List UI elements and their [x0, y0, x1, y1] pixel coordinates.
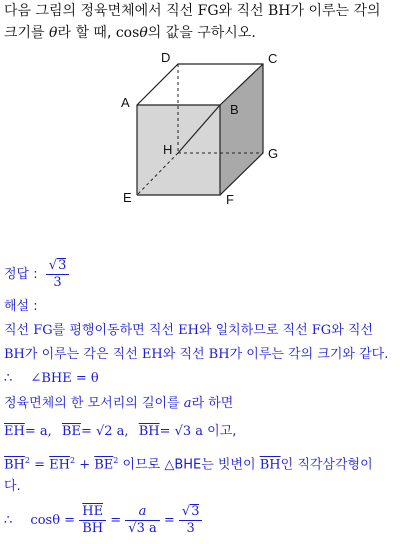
answer-fraction — [46, 258, 70, 291]
question-text-segment: 라 할 때, — [57, 25, 116, 41]
explanation-line-2: BH가 이루는 각은 직선 EH와 직선 BH가 이루는 각의 크기와 같다. — [4, 347, 389, 362]
explanation-line-1: 직선 FG를 평행이동하면 직선 EH와 일치하므로 직선 FG와 직선 — [4, 323, 373, 338]
vertex-label-d: D — [161, 50, 171, 65]
question-text-segment: 다음 그림의 정육면체에서 직선 — [4, 3, 198, 19]
vertex-label-g: G — [268, 146, 279, 161]
question-line-2 — [4, 22, 398, 44]
cube-figure — [110, 50, 290, 210]
therefore-symbol: ∴ — [4, 371, 13, 386]
explanation-label: 해설 : — [4, 299, 38, 314]
line-fg-label: FG — [197, 3, 219, 19]
question-text-segment: 크기를 — [4, 25, 50, 41]
length-eh-value: = a, — [24, 424, 52, 439]
text-segment: 이고, — [203, 424, 237, 439]
final-equation: ∴ cosθ = $\frac{\overline{HE}}{BH}$ = $\frac{a}{√3 a}$ = $\frac{√3}{3}$ — [4, 504, 398, 538]
question-text — [4, 0, 398, 44]
cos-theta-label: cosθ = — [30, 513, 76, 528]
question-line-1 — [4, 0, 398, 22]
fraction-he-over-bh: $\frac{\overline{HE}}{BH}$ — [79, 504, 106, 537]
theta-symbol: θ — [139, 25, 148, 41]
question-text-segment: 와 직선 — [218, 3, 269, 19]
answer-line — [4, 258, 398, 291]
segment-bh: $\overline{BH}$ — [138, 424, 160, 439]
explanation-line-3: 정육면체의 한 모서리의 길이를 a라 하면 — [4, 396, 234, 411]
therefore-symbol: ∴ — [4, 513, 13, 528]
angle-equation: ∠BHE = θ — [30, 371, 99, 386]
answer-denominator: 3 — [53, 275, 62, 290]
answer-label: 정답 : — [4, 267, 38, 282]
segment-be: $\overline{BE}$ — [61, 424, 81, 439]
vertex-label-c: C — [268, 51, 278, 66]
fraction-final: $\frac{√3}{3}$ — [179, 504, 203, 537]
vertex-label-f: F — [226, 192, 234, 207]
line-bh-label: BH — [268, 3, 291, 19]
vertex-label-a: A — [121, 95, 130, 110]
vertex-label-h: H — [163, 142, 173, 157]
vertex-label-e: E — [123, 190, 132, 205]
segment-eh: $\overline{EH}$ — [4, 424, 25, 439]
length-be-value: = √2 a, — [80, 424, 129, 439]
explanation-line-pythagoras: $\overline{BH}^2 = \overline{EH}^2 + \overline{BE}^2$ 이므로 △BHE는 빗변이 $\overline{BH}$인 직각삼각형이 — [4, 456, 373, 473]
explanation-line-lengths — [4, 421, 398, 443]
cos-function: cos — [115, 25, 140, 41]
vertex-label-b: B — [230, 102, 239, 117]
theta-symbol: θ — [49, 25, 58, 41]
length-bh-value: = √3 a — [159, 424, 204, 439]
explanation-line-angle — [4, 368, 398, 390]
question-text-segment: 의 값을 구하시오. — [147, 25, 256, 41]
question-text-segment: 가 이루는 각의 — [290, 3, 381, 19]
sqrt-symbol: √ — [48, 258, 58, 273]
fraction-a-over-sqrt3a: $\frac{a}{√3 a}$ — [125, 504, 159, 537]
explanation-line-end: 다. — [4, 479, 21, 494]
answer-numerator: 3 — [58, 258, 67, 273]
